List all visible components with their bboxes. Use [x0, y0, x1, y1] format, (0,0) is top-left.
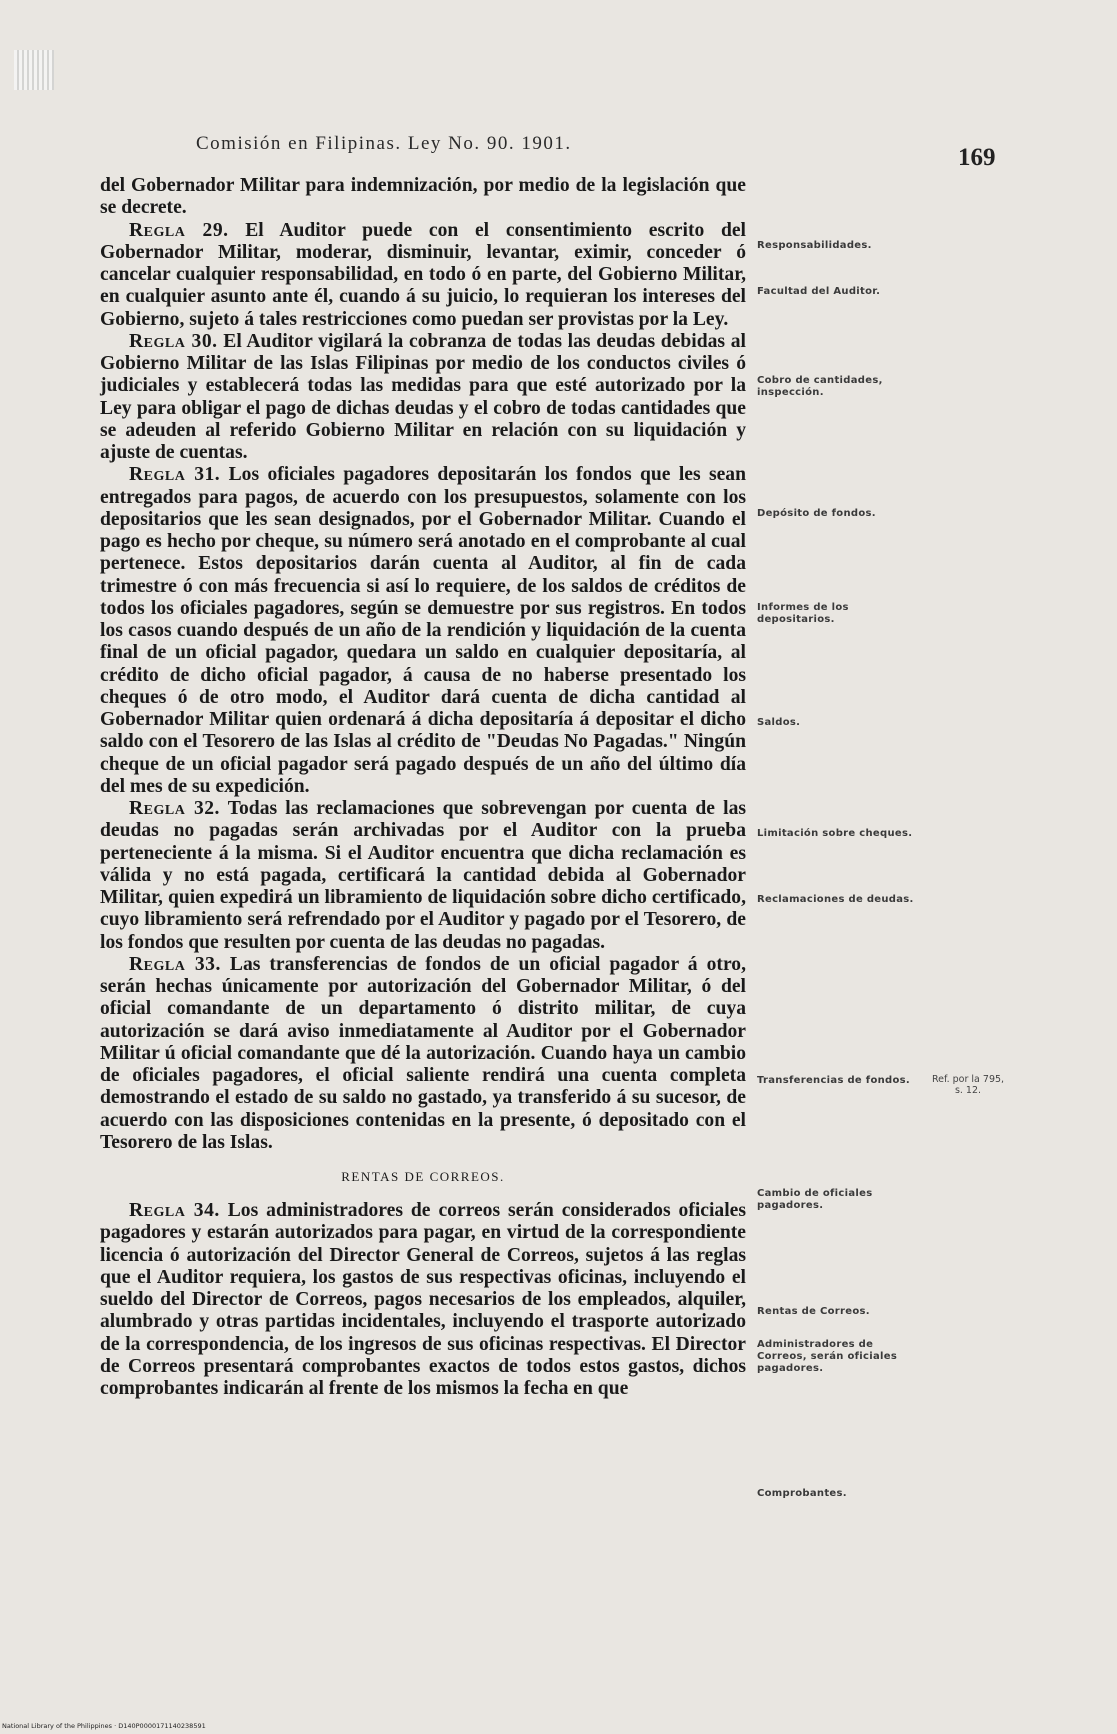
- paragraph-continuation: [100, 175, 746, 220]
- body-text: [100, 175, 746, 1400]
- margin-note: Limitación sobre cheques.: [757, 828, 913, 839]
- margin-note: Cambio de oficiales pagadores.: [757, 1188, 873, 1211]
- footer-credit: National Library of the Philippines · D140P0000171140238591: [2, 1722, 206, 1730]
- rule-label: Regla 29.: [129, 219, 229, 241]
- rule-label: Regla 33.: [129, 953, 221, 975]
- margin-note: Reclamaciones de deudas.: [757, 894, 914, 905]
- paragraph-regla-34: [100, 1200, 746, 1400]
- paragraph-text: Los administradores de correos serán considerados oficiales pagadores y estarán autorizados para pagar, en virtud de la correspondiente licencia ó autorización del Director General de Correos, sujetos á las reglas que el Auditor requiera, los gastos de sus respectivas oficinas, incluyendo el sueldo del Director de Correos, pagos necesarios de los empleados, alquiler, alumbrado y otras partidas incidentales, incluyendo el trasporte autorizado de la correspondencia, de los ingresos de sus oficinas respectivas. El Director de Correos presentará comprobantes exactos de todos estos gastos, dichos comprobantes indicarán al frente de los mismos la fecha en que: [100, 1200, 746, 1399]
- paragraph-regla-29: [100, 220, 746, 331]
- paragraph-text: del Gobernador Militar para indemnización, por medio de la legislación que se decrete.: [100, 175, 746, 219]
- reference-note: Ref. por la 795, s. 12.: [931, 1074, 1005, 1096]
- paragraph-text: Los oficiales pagadores depositarán los fondos que les sean entregados para pagos, de acuerdo con los presupuestos, solamente con los depositarios que les sean designados, por el Gobernador Militar. Cuando el pago es hecho por cheque, su número será anotado en el comprobante al cual pertenece. Estos depositarios darán cuenta al Auditor, al fin de cada trimestre ó con más frecuencia si así lo requiere, de los saldos de créditos de todos los oficiales pagadores, según se demuestre por sus registros. En todos los casos cuando después de un año de la rendición y liquidación de la cuenta final de un oficial pagador, quedara un saldo en cualquier depositaría, al crédito de dicho oficial pagador, á causa de no haberse presentado los cheques ó de otro modo, el Auditor dará cuenta de dicha cantidad al Gobernador Militar quien ordenará á dicha depositaría á depositar el dicho saldo con el Tesorero de las Islas al crédito de "Deudas No Pagadas." Ningún cheque de un oficial pagador será pagado después de un año del último día del mes de su expedición.: [100, 464, 746, 797]
- paragraph-regla-31: [100, 464, 746, 798]
- margin-note: Rentas de Correos.: [757, 1306, 870, 1317]
- paragraph-text: Las transferencias de fondos de un oficial pagador á otro, serán hechas únicamente por autorización del Gobernador Militar, ó del oficial comandante de un departamento ó distrito militar, de cuya autorización se dará aviso inmediatamente al Auditor por el Gobernador Militar ú oficial comandante que dé la autorización. Cuando haya un cambio de oficiales pagadores, el oficial saliente rendirá una cuenta completa demostrando el estado de su saldo no gastado, ya transferido á su sucesor, de acuerdo con las disposiciones contenidas en la presente, ó depositado con el Tesorero de las Islas.: [100, 953, 746, 1153]
- margin-note: Administradores de Correos, serán oficiales pagadores.: [757, 1339, 898, 1374]
- paragraph-regla-33: [100, 954, 746, 1154]
- section-heading: RENTAS DE CORREOS.: [341, 1169, 505, 1184]
- paragraph-regla-30: [100, 331, 746, 465]
- margin-note: Informes de los depositarios.: [757, 602, 849, 625]
- paragraph-text: Todas las reclamaciones que sobrevengan por cuenta de las deudas no pagadas serán archivadas por el Auditor con la prueba perteneciente á la misma. Si el Auditor encuentra que dicha reclamación es válida y no está pagada, certificará la cantidad debida al Gobernador Militar, quien expedirá un libramiento de liquidación sobre dicho certificado, cuyo libramiento será refrendado por el Auditor y pagado por el Tesorero, de los fondos que resulten por cuenta de las deudas no pagadas.: [100, 798, 746, 953]
- rule-label: Regla 32.: [129, 798, 220, 819]
- margin-note: Depósito de fondos.: [757, 508, 876, 519]
- rule-label: Regla 31.: [129, 464, 221, 486]
- margin-note: Responsabilidades.: [757, 240, 872, 251]
- margin-note: Transferencias de fondos.: [757, 1075, 911, 1086]
- margin-note: Saldos.: [757, 717, 801, 728]
- page-number: 169: [958, 144, 996, 171]
- margin-note: Comprobantes.: [757, 1488, 847, 1499]
- margin-note: Cobro de cantidades, inspección.: [757, 375, 883, 398]
- running-head: Comisión en Filipinas. Ley No. 90. 1901.: [196, 133, 572, 154]
- rule-label: Regla 30.: [129, 330, 218, 352]
- rule-label: Regla 34.: [129, 1200, 220, 1221]
- paragraph-text: El Auditor puede con el consentimiento escrito del Gobernador Militar, moderar, disminuir, levantar, eximir, conceder ó cancelar cualquier responsabilidad, en todo ó en parte, del Gobierno Militar, en cualquier asunto ante él, cuando á su juicio, lo requieran los intereses del Gobierno, sujeto á tales restricciones como puedan ser provistas por la Ley.: [100, 219, 747, 330]
- paragraph-regla-32: [100, 798, 746, 954]
- scan-marker: [14, 50, 54, 90]
- margin-note: Facultad del Auditor.: [757, 286, 881, 297]
- paragraph-text: El Auditor vigilará la cobranza de todas las deudas debidas al Gobierno Militar de las Islas Filipinas por medio de los conductos civiles ó judiciales y establecerá todas las medidas para que esté autorizado por la Ley para obligar el pago de dichas deudas y el cobro de todas cantidades que se adeuden al referido Gobierno Militar en relación con su liquidación y ajuste de cuentas.: [100, 330, 746, 463]
